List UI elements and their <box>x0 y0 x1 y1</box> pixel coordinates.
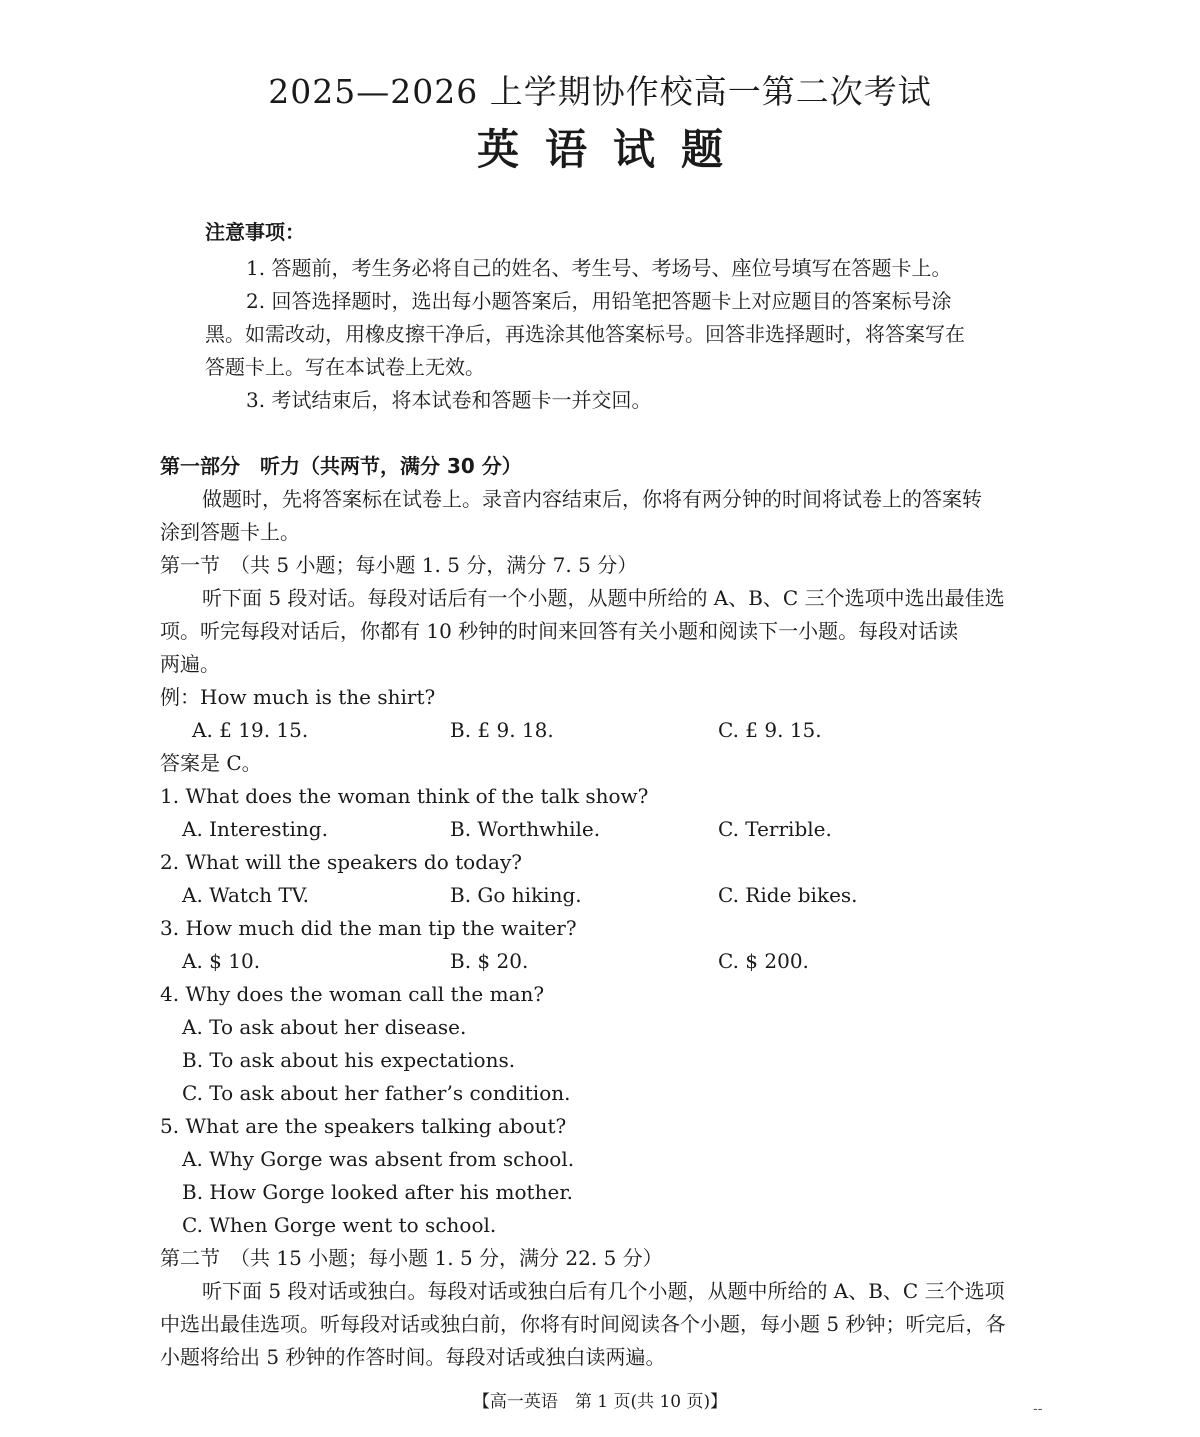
section2-intro-line: 中选出最佳选项。听每段对话或独白前，你将有时间阅读各个小题，每小题 5 秒钟；听完后，各 <box>160 1312 1006 1336</box>
section2-intro-line: 小题将给出 5 秒钟的作答时间。每段对话或独白读两遍。 <box>160 1345 666 1369</box>
example-option-a: A. £ 19. 15. <box>192 718 309 742</box>
q5-option-b: B. How Gorge looked after his mother. <box>182 1180 574 1204</box>
q3-option-a: A. $ 10. <box>182 949 261 973</box>
q5-option-c: C. When Gorge went to school. <box>182 1213 497 1237</box>
section2-heading: 第二节 （共 15 小题；每小题 1. 5 分，满分 22. 5 分） <box>160 1246 663 1270</box>
notice-line: 答题卡上。写在本试卷上无效。 <box>205 355 485 379</box>
q2-option-a: A. Watch TV. <box>182 883 310 907</box>
notice-heading: 注意事项： <box>205 220 305 244</box>
q1-option-b: B. Worthwhile. <box>450 817 601 841</box>
part1-heading: 第一部分 听力（共两节，满分 30 分） <box>160 454 522 478</box>
q4-option-b: B. To ask about his expectations. <box>182 1048 516 1072</box>
exam-subject-title: 英语试题 <box>476 125 749 174</box>
exam-title: 2025—2026 上学期协作校高一第二次考试 <box>268 72 932 111</box>
example-option-c: C. £ 9. 15. <box>718 718 822 742</box>
section2-intro-line: 听下面 5 段对话或独白。每段对话或独白后有几个小题，从题中所给的 A、B、C 三个选项 <box>202 1279 1005 1303</box>
question-2: 2. What will the speakers do today? <box>160 850 522 874</box>
notice-line: 3. 考试结束后，将本试卷和答题卡一并交回。 <box>246 388 652 412</box>
section1-intro-line: 项。听完每段对话后，你都有 10 秒钟的时间来回答有关小题和阅读下一小题。每段对话读 <box>160 619 959 643</box>
q5-option-a: A. Why Gorge was absent from school. <box>182 1147 575 1171</box>
question-3: 3. How much did the man tip the waiter? <box>160 916 577 940</box>
page-footer: 【高一英语 第 1 页(共 10 页)】 <box>472 1392 728 1412</box>
q3-option-c: C. $ 200. <box>718 949 809 973</box>
q2-option-c: C. Ride bikes. <box>718 883 858 907</box>
notice-line: 1. 答题前，考生务必将自己的姓名、考生号、考场号、座位号填写在答题卡上。 <box>246 256 952 280</box>
example-option-b: B. £ 9. 18. <box>450 718 554 742</box>
section1-heading: 第一节 （共 5 小题；每小题 1. 5 分，满分 7. 5 分） <box>160 553 638 577</box>
example-answer: 答案是 C。 <box>160 751 262 775</box>
question-4: 4. Why does the woman call the man? <box>160 982 545 1006</box>
section1-intro-line: 两遍。 <box>160 652 220 676</box>
q4-option-a: A. To ask about her disease. <box>182 1015 467 1039</box>
q3-option-b: B. $ 20. <box>450 949 529 973</box>
corner-mark: -- <box>1033 1401 1043 1417</box>
q4-option-c: C. To ask about her father’s condition. <box>182 1081 571 1105</box>
question-1: 1. What does the woman think of the talk show? <box>160 784 649 808</box>
q1-option-a: A. Interesting. <box>182 817 328 841</box>
notice-line: 2. 回答选择题时，选出每小题答案后，用铅笔把答题卡上对应题目的答案标号涂 <box>246 289 952 313</box>
notice-line: 黑。如需改动，用橡皮擦干净后，再选涂其他答案标号。回答非选择题时，将答案写在 <box>205 322 965 346</box>
part1-intro-line: 做题时，先将答案标在试卷上。录音内容结束后，你将有两分钟的时间将试卷上的答案转 <box>202 487 982 511</box>
part1-intro-line: 涂到答题卡上。 <box>160 520 300 544</box>
q2-option-b: B. Go hiking. <box>450 883 582 907</box>
section1-intro-line: 听下面 5 段对话。每段对话后有一个小题，从题中所给的 A、B、C 三个选项中选出最佳选 <box>202 586 1005 610</box>
example-question: 例：How much is the shirt? <box>160 685 436 709</box>
q1-option-c: C. Terrible. <box>718 817 832 841</box>
question-5: 5. What are the speakers talking about? <box>160 1114 567 1138</box>
